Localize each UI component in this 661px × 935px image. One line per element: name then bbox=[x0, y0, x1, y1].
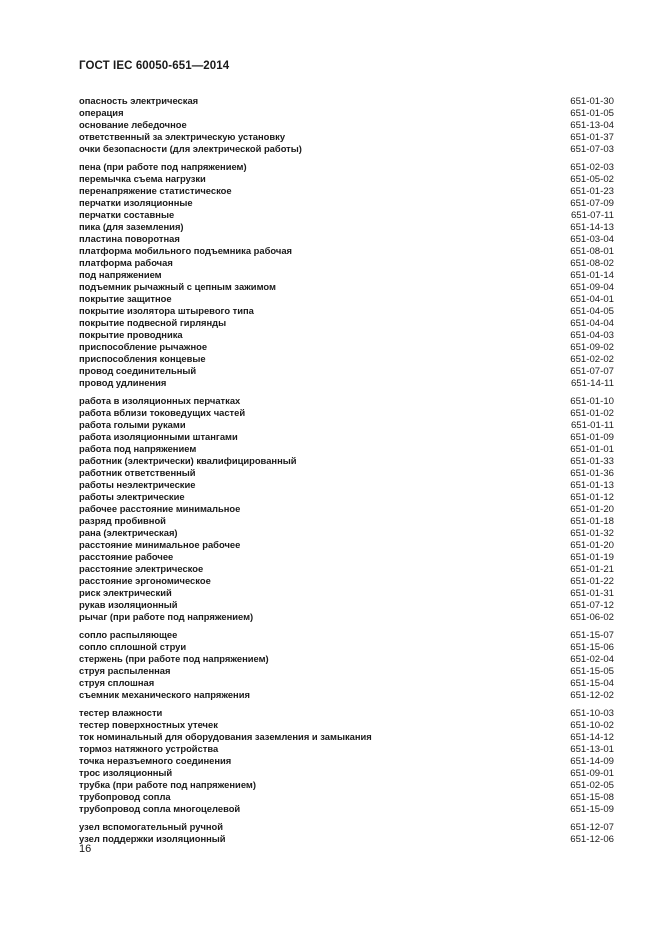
index-entry bbox=[79, 443, 614, 455]
term-name: основание лебедочное bbox=[79, 119, 187, 130]
index-entry bbox=[79, 587, 614, 599]
page-number: 16 bbox=[79, 843, 92, 855]
term-name: очки безопасности (для электрической работы) bbox=[79, 143, 302, 154]
index-entry bbox=[79, 677, 614, 689]
index-entry bbox=[79, 791, 614, 803]
term-name: покрытие проводника bbox=[79, 329, 183, 340]
term-name: расстояние рабочее bbox=[79, 551, 174, 562]
index-entry bbox=[79, 293, 614, 305]
term-name: стержень (при работе под напряжением) bbox=[79, 653, 269, 664]
term-name: риск электрический bbox=[79, 587, 172, 598]
index-entry bbox=[79, 305, 614, 317]
term-name: рабочее расстояние минимальное bbox=[79, 503, 241, 514]
index-entry bbox=[79, 407, 614, 419]
term-code: 651-02-04 bbox=[570, 654, 614, 665]
term-name: перенапряжение статистическое bbox=[79, 185, 232, 196]
term-code: 651-01-31 bbox=[570, 588, 614, 599]
term-code: 651-07-11 bbox=[570, 210, 614, 221]
term-name: перчатки составные bbox=[79, 209, 175, 220]
term-name: опасность электрическая bbox=[79, 95, 199, 106]
term-code: 651-14-12 bbox=[570, 732, 614, 743]
term-code: 651-07-03 bbox=[570, 144, 614, 155]
term-name: съемник механического напряжения bbox=[79, 689, 250, 700]
term-code: 651-01-32 bbox=[570, 528, 614, 539]
term-code: 651-01-12 bbox=[570, 492, 614, 503]
term-code: 651-13-01 bbox=[570, 744, 614, 755]
index-entry bbox=[79, 233, 614, 245]
index-group bbox=[79, 161, 614, 389]
index-entry bbox=[79, 353, 614, 365]
term-code: 651-03-04 bbox=[570, 234, 614, 245]
term-name: работа в изоляционных перчатках bbox=[79, 395, 241, 406]
term-name: струя распыленная bbox=[79, 665, 171, 676]
index-entry bbox=[79, 281, 614, 293]
term-name: узел вспомогательный ручной bbox=[79, 821, 224, 832]
index-entry bbox=[79, 539, 614, 551]
term-name: пена (при работе под напряжением) bbox=[79, 161, 247, 172]
index-entry bbox=[79, 341, 614, 353]
term-name: трубка (при работе под напряжением) bbox=[79, 779, 256, 790]
index-entry bbox=[79, 467, 614, 479]
index-entry bbox=[79, 317, 614, 329]
index-entry bbox=[79, 707, 614, 719]
term-code: 651-15-06 bbox=[570, 642, 614, 653]
term-name: ток номинальный для оборудования заземления и замыкания bbox=[79, 731, 372, 742]
term-name: ответственный за электрическую установку bbox=[79, 131, 286, 142]
term-code: 651-01-33 bbox=[570, 456, 614, 467]
index-entry bbox=[79, 563, 614, 575]
term-code: 651-01-19 bbox=[570, 552, 614, 563]
term-name: точка неразъемного соединения bbox=[79, 755, 232, 766]
term-code: 651-01-22 bbox=[570, 576, 614, 587]
term-code: 651-12-07 bbox=[570, 822, 614, 833]
term-code: 651-15-05 bbox=[570, 666, 614, 677]
index-entry bbox=[79, 455, 614, 467]
term-index bbox=[79, 95, 614, 851]
term-name: тестер влажности bbox=[79, 707, 163, 718]
index-entry bbox=[79, 269, 614, 281]
term-name: покрытие изолятора штыревого типа bbox=[79, 305, 254, 316]
term-code: 651-01-20 bbox=[570, 504, 614, 515]
index-entry bbox=[79, 641, 614, 653]
index-entry bbox=[79, 731, 614, 743]
term-code: 651-01-18 bbox=[570, 516, 614, 527]
term-code: 651-15-07 bbox=[570, 630, 614, 641]
term-name: пика (для заземления) bbox=[79, 221, 184, 232]
term-code: 651-02-03 bbox=[570, 162, 614, 173]
term-code: 651-01-01 bbox=[570, 444, 614, 455]
term-name: работник ответственный bbox=[79, 467, 196, 478]
index-entry bbox=[79, 119, 614, 131]
term-name: пластина поворотная bbox=[79, 233, 180, 244]
term-name: перемычка съема нагрузки bbox=[79, 173, 206, 184]
term-name: платформа рабочая bbox=[79, 257, 173, 268]
term-code: 651-07-09 bbox=[570, 198, 614, 209]
index-entry bbox=[79, 665, 614, 677]
term-code: 651-14-11 bbox=[570, 378, 614, 389]
index-entry bbox=[79, 755, 614, 767]
term-code: 651-05-02 bbox=[570, 174, 614, 185]
index-entry bbox=[79, 629, 614, 641]
term-code: 651-09-02 bbox=[570, 342, 614, 353]
term-name: работа голыми руками bbox=[79, 419, 186, 430]
index-entry bbox=[79, 419, 614, 431]
term-name: платформа мобильного подъемника рабочая bbox=[79, 245, 293, 256]
term-code: 651-01-23 bbox=[570, 186, 614, 197]
term-code: 651-01-11 bbox=[570, 420, 614, 431]
term-code: 651-01-10 bbox=[570, 396, 614, 407]
term-code: 651-04-01 bbox=[570, 294, 614, 305]
term-name: узел поддержки изоляционный bbox=[79, 833, 226, 844]
term-name: расстояние эргономическое bbox=[79, 575, 211, 586]
index-entry bbox=[79, 143, 614, 155]
index-entry bbox=[79, 779, 614, 791]
term-code: 651-01-02 bbox=[570, 408, 614, 419]
term-name: трос изоляционный bbox=[79, 767, 173, 778]
index-entry bbox=[79, 431, 614, 443]
index-entry bbox=[79, 527, 614, 539]
term-code: 651-02-05 bbox=[570, 780, 614, 791]
term-name: сопло сплошной струи bbox=[79, 641, 187, 652]
index-entry bbox=[79, 245, 614, 257]
term-name: работа под напряжением bbox=[79, 443, 197, 454]
term-name: расстояние минимальное рабочее bbox=[79, 539, 241, 550]
term-code: 651-14-09 bbox=[570, 756, 614, 767]
term-name: приспособление рычажное bbox=[79, 341, 208, 352]
term-name: операция bbox=[79, 107, 124, 118]
index-entry bbox=[79, 257, 614, 269]
term-code: 651-07-07 bbox=[570, 366, 614, 377]
term-code: 651-15-08 bbox=[570, 792, 614, 803]
index-entry bbox=[79, 221, 614, 233]
index-entry bbox=[79, 197, 614, 209]
index-entry bbox=[79, 161, 614, 173]
index-entry bbox=[79, 479, 614, 491]
index-entry bbox=[79, 185, 614, 197]
index-entry bbox=[79, 503, 614, 515]
index-entry bbox=[79, 611, 614, 623]
index-entry bbox=[79, 131, 614, 143]
term-code: 651-04-04 bbox=[570, 318, 614, 329]
term-code: 651-01-30 bbox=[570, 96, 614, 107]
index-group bbox=[79, 821, 614, 845]
term-code: 651-10-03 bbox=[570, 708, 614, 719]
term-code: 651-01-09 bbox=[570, 432, 614, 443]
term-name: работа изоляционными штангами bbox=[79, 431, 238, 442]
index-entry bbox=[79, 551, 614, 563]
index-group bbox=[79, 395, 614, 623]
term-name: трубопровод сопла многоцелевой bbox=[79, 803, 241, 814]
term-name: тестер поверхностных утечек bbox=[79, 719, 218, 730]
term-code: 651-09-01 bbox=[570, 768, 614, 779]
index-group bbox=[79, 707, 614, 815]
index-entry bbox=[79, 803, 614, 815]
index-entry bbox=[79, 689, 614, 701]
term-name: сопло распыляющее bbox=[79, 629, 178, 640]
term-name: трубопровод сопла bbox=[79, 791, 171, 802]
index-entry bbox=[79, 821, 614, 833]
term-code: 651-09-04 bbox=[570, 282, 614, 293]
term-code: 651-15-04 bbox=[570, 678, 614, 689]
term-name: работа вблизи токоведущих частей bbox=[79, 407, 246, 418]
term-name: провод соединительный bbox=[79, 365, 197, 376]
index-entry bbox=[79, 833, 614, 845]
index-entry bbox=[79, 209, 614, 221]
term-name: провод удлинения bbox=[79, 377, 167, 388]
term-code: 651-10-02 bbox=[570, 720, 614, 731]
index-entry bbox=[79, 107, 614, 119]
term-name: тормоз натяжного устройства bbox=[79, 743, 219, 754]
term-code: 651-01-37 bbox=[570, 132, 614, 143]
term-code: 651-04-05 bbox=[570, 306, 614, 317]
index-entry bbox=[79, 329, 614, 341]
term-code: 651-01-21 bbox=[570, 564, 614, 575]
term-code: 651-04-03 bbox=[570, 330, 614, 341]
term-code: 651-08-01 bbox=[570, 246, 614, 257]
term-name: рана (электрическая) bbox=[79, 527, 178, 538]
index-entry bbox=[79, 767, 614, 779]
term-name: под напряжением bbox=[79, 269, 162, 280]
term-name: работы электрические bbox=[79, 491, 185, 502]
term-code: 651-13-04 bbox=[570, 120, 614, 131]
term-code: 651-08-02 bbox=[570, 258, 614, 269]
term-name: подъемник рычажный с цепным зажимом bbox=[79, 281, 276, 292]
index-entry bbox=[79, 599, 614, 611]
index-entry bbox=[79, 743, 614, 755]
term-name: перчатки изоляционные bbox=[79, 197, 193, 208]
document-header: ГОСТ IEC 60050-651—2014 bbox=[79, 60, 230, 72]
term-code: 651-14-13 bbox=[570, 222, 614, 233]
term-code: 651-12-06 bbox=[570, 834, 614, 845]
term-code: 651-07-12 bbox=[570, 600, 614, 611]
index-entry bbox=[79, 653, 614, 665]
index-entry bbox=[79, 515, 614, 527]
term-name: приспособления концевые bbox=[79, 353, 206, 364]
term-name: рычаг (при работе под напряжением) bbox=[79, 611, 254, 622]
index-entry bbox=[79, 365, 614, 377]
term-code: 651-01-13 bbox=[570, 480, 614, 491]
term-code: 651-15-09 bbox=[570, 804, 614, 815]
term-code: 651-02-02 bbox=[570, 354, 614, 365]
term-code: 651-01-20 bbox=[570, 540, 614, 551]
term-name: покрытие защитное bbox=[79, 293, 172, 304]
term-name: рукав изоляционный bbox=[79, 599, 178, 610]
term-code: 651-12-02 bbox=[570, 690, 614, 701]
term-code: 651-01-05 bbox=[570, 108, 614, 119]
index-entry bbox=[79, 377, 614, 389]
index-entry bbox=[79, 95, 614, 107]
index-group bbox=[79, 629, 614, 701]
term-name: разряд пробивной bbox=[79, 515, 166, 526]
term-name: покрытие подвесной гирлянды bbox=[79, 317, 227, 328]
index-entry bbox=[79, 173, 614, 185]
term-code: 651-01-14 bbox=[570, 270, 614, 281]
term-name: работы неэлектрические bbox=[79, 479, 196, 490]
term-name: расстояние электрическое bbox=[79, 563, 204, 574]
index-entry bbox=[79, 491, 614, 503]
term-code: 651-06-02 bbox=[570, 612, 614, 623]
term-code: 651-01-36 bbox=[570, 468, 614, 479]
index-entry bbox=[79, 395, 614, 407]
index-entry bbox=[79, 719, 614, 731]
term-name: работник (электрически) квалифицированный bbox=[79, 455, 297, 466]
index-group bbox=[79, 95, 614, 155]
term-name: струя сплошная bbox=[79, 677, 155, 688]
index-entry bbox=[79, 575, 614, 587]
